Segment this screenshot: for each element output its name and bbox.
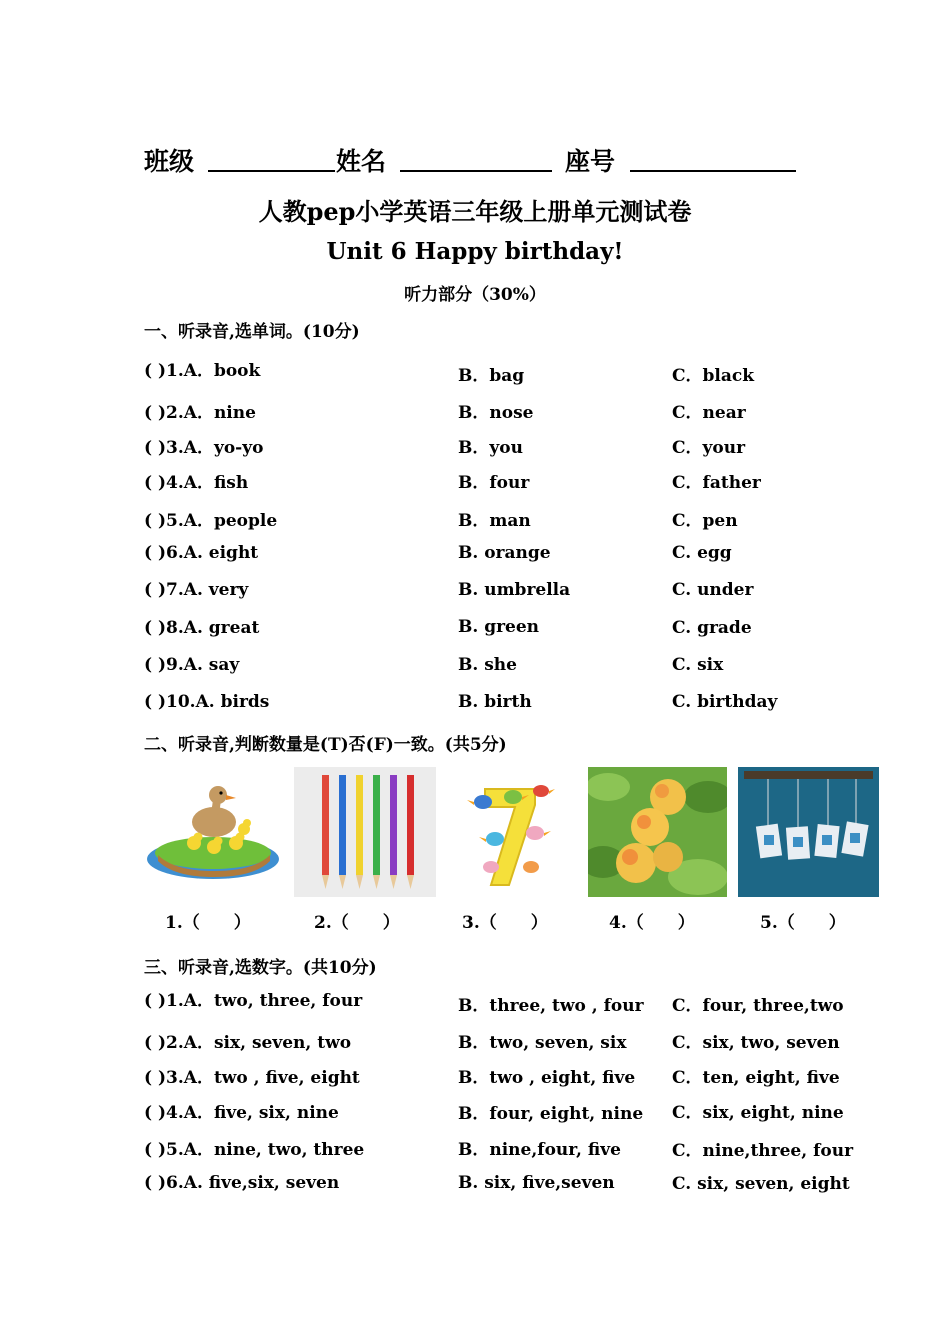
s1-q9-b: B. she — [458, 655, 517, 675]
s1-q1-b: B．bag — [458, 366, 525, 386]
s1-q6-a: ( )6.A. eight — [144, 543, 259, 563]
s1-question-row — [0, 655, 950, 679]
s3-question-row — [0, 986, 950, 1016]
s3-q6-c: C. six, seven, eight — [672, 1174, 850, 1194]
s1-q3-b: B．you — [458, 438, 523, 458]
s1-q2-a: ( )2.A．nine — [144, 403, 256, 423]
s3-q3-c: C．ten, eight, five — [672, 1068, 840, 1088]
s1-q3-c: C．your — [672, 438, 746, 458]
s3-q1-c: C．four, three,two — [672, 996, 844, 1016]
number-seven-birds-icon — [443, 767, 580, 897]
s3-question-row — [0, 1028, 950, 1052]
section3-heading: 三、听录音,选数字。(共10分) — [144, 958, 377, 978]
s3-question-row — [0, 1173, 950, 1197]
s1-q8-c: C. grade — [672, 618, 752, 638]
section1-heading: 一、听录音,选单词。(10分) — [144, 322, 360, 342]
page-title-cn: 人教pep小学英语三年级上册单元测试卷 — [258, 197, 692, 226]
s1-q9-a: ( )9.A. say — [144, 655, 240, 675]
s3-q2-b: B．two, seven, six — [458, 1033, 627, 1053]
picture-2-answer[interactable]: 2.（ ） — [314, 913, 400, 933]
s1-question-row — [0, 468, 950, 492]
page-title-en: Unit 6 Happy birthday! — [326, 238, 624, 265]
s1-q2-b: B．nose — [458, 403, 534, 423]
picture-4-answer[interactable]: 4.（ ） — [609, 913, 695, 933]
s3-q4-c: C．six, eight, nine — [672, 1103, 844, 1123]
s1-q9-c: C. six — [672, 655, 724, 675]
picture-1-answer[interactable]: 1.（ ） — [165, 913, 251, 933]
s1-q10-b: B. birth — [458, 692, 532, 712]
s1-q4-a: ( )4.A．fish — [144, 473, 249, 493]
s1-q4-c: C．father — [672, 473, 761, 493]
s3-q5-a: ( )5.A．nine, two, three — [144, 1140, 365, 1160]
s1-q1-c: C．black — [672, 366, 755, 386]
seat-label: 座号 — [565, 147, 616, 176]
class-label: 班级 — [144, 147, 195, 176]
s3-q5-b: B．nine,four, five — [458, 1140, 621, 1160]
s3-q3-a: ( )3.A．two , five, eight — [144, 1068, 360, 1088]
s1-q6-c: C. egg — [672, 543, 732, 563]
apples-on-tree-icon — [588, 767, 727, 897]
colored-pencils-icon — [294, 767, 436, 897]
s1-question-row — [0, 356, 950, 386]
s3-q2-a: ( )2.A．six, seven, two — [144, 1033, 352, 1053]
name-blank[interactable] — [400, 170, 552, 172]
s3-q6-b: B. six, five,seven — [458, 1173, 615, 1193]
hanging-boxes-icon — [738, 767, 879, 897]
picture-5-answer[interactable]: 5.（ ） — [760, 913, 846, 933]
s3-q5-c: C．nine,three, four — [672, 1141, 854, 1161]
s3-q1-a: ( )1.A．two, three, four — [144, 991, 363, 1011]
section2-heading: 二、听录音,判断数量是(T)否(F)一致。(共5分) — [144, 735, 507, 755]
s1-q7-c: C. under — [672, 580, 754, 600]
s3-question-row — [0, 1135, 950, 1159]
s1-q2-c: C．near — [672, 403, 746, 423]
s1-question-row — [0, 398, 950, 422]
s1-q5-c: C．pen — [672, 511, 738, 531]
s1-q7-b: B. umbrella — [458, 580, 571, 600]
s3-q4-b: B．four, eight, nine — [458, 1104, 644, 1124]
s1-q10-a: ( )10.A. birds — [144, 692, 270, 712]
picture-3-answer[interactable]: 3.（ ） — [462, 913, 548, 933]
listening-heading: 听力部分（30%） — [404, 285, 546, 305]
s1-q5-a: ( )5.A．people — [144, 511, 278, 531]
s1-question-row — [0, 506, 950, 530]
s1-question-row — [0, 543, 950, 567]
s1-question-row — [0, 433, 950, 457]
s1-q10-c: C. birthday — [672, 692, 778, 712]
s3-question-row — [0, 1063, 950, 1087]
name-label: 姓名 — [336, 147, 387, 176]
s3-question-row — [0, 1098, 950, 1122]
s1-question-row — [0, 692, 950, 716]
s1-q3-a: ( )3.A．yo-yo — [144, 438, 264, 458]
s1-q8-b: B. green — [458, 617, 540, 637]
s3-q1-b: B．three, two , four — [458, 996, 644, 1016]
ducks-on-island-icon — [144, 767, 282, 897]
s1-q6-b: B. orange — [458, 543, 551, 563]
s3-q3-b: B．two , eight, five — [458, 1068, 636, 1088]
s1-q8-a: ( )8.A. great — [144, 618, 260, 638]
seat-blank[interactable] — [630, 170, 796, 172]
class-blank[interactable] — [208, 170, 335, 172]
s3-q2-c: C．six, two, seven — [672, 1033, 840, 1053]
s3-q4-a: ( )4.A．five, six, nine — [144, 1103, 339, 1123]
s3-q6-a: ( )6.A. five,six, seven — [144, 1173, 340, 1193]
s1-q1-a: ( )1.A．book — [144, 361, 261, 381]
s1-question-row — [0, 618, 950, 642]
s1-q5-b: B．man — [458, 511, 531, 531]
s1-q4-b: B．four — [458, 473, 530, 493]
s1-q7-a: ( )7.A. very — [144, 580, 249, 600]
s1-question-row — [0, 580, 950, 604]
